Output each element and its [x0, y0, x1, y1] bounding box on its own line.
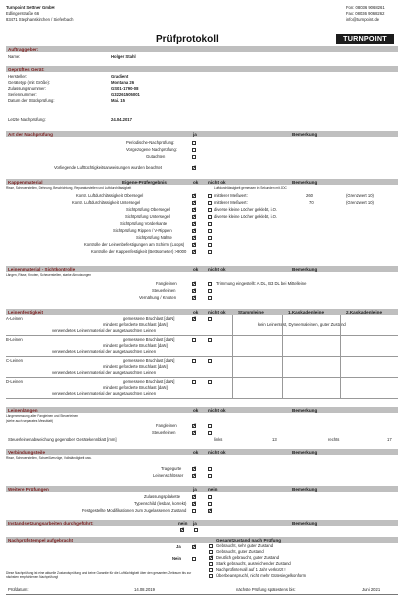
- last-check-date: 24.04.2017: [111, 117, 132, 122]
- strength-row: mindest geforderte Bruchlast [daN]: [103, 343, 168, 348]
- next-check-label: nächste Prüfung spätestens bis:: [236, 587, 296, 592]
- canopy-subtitle: Risse, Scheuerstellen, Dehnung, Beschichtung, Reparaturstellen und Luftdurchlässigkeit: [6, 186, 132, 190]
- overall-item: Stark gebraucht, ausreichender Zustand: [216, 561, 291, 566]
- page-title: Prüfprotokoll: [156, 34, 219, 45]
- turnpoint-logo: TURNPOINT: [336, 34, 394, 44]
- lines-ok-checkbox[interactable]: [192, 282, 196, 286]
- strength-ok-checkbox[interactable]: [192, 338, 196, 342]
- protocol-page: [6, 4, 398, 596]
- strength-note: kein Leinentest, Dyneemaleinen, guter Zustand: [258, 322, 346, 327]
- strength-nok-checkbox[interactable]: [208, 317, 212, 321]
- line-lengths-item: Fangleinen: [156, 423, 177, 428]
- canopy-ok-checkbox[interactable]: [192, 222, 196, 226]
- canopy-ok-checkbox[interactable]: [192, 250, 196, 254]
- section-sticker: Nachprüfstempel aufgebracht Gesamtzustand nach Prüfung: [6, 537, 398, 543]
- overall-checkbox[interactable]: [209, 574, 213, 578]
- strength-row: verwendetes Leinenmaterial der ausgetauschten Leinen: [52, 391, 157, 396]
- strength-row: verwendetes Leinenmaterial der ausgetauschten Leinen: [52, 349, 157, 354]
- lines-nok-checkbox[interactable]: [208, 289, 212, 293]
- device-label: Seriennummer:: [8, 92, 37, 97]
- client-name: Holger Stahl: [111, 54, 136, 59]
- further-no-checkbox[interactable]: [208, 495, 212, 499]
- canopy-value: 260: [306, 193, 313, 198]
- strength-group: D-Leinen: [6, 379, 23, 384]
- canopy-nok-checkbox[interactable]: [208, 201, 212, 205]
- check-date-label: Prüfdatum:: [8, 587, 29, 592]
- strength-nok-checkbox[interactable]: [208, 359, 212, 363]
- strength-nok-checkbox[interactable]: [208, 380, 212, 384]
- client-name-label: Name:: [8, 54, 21, 59]
- section-line-lengths: Leinenlängen ok nicht ok Bemerkung: [6, 407, 398, 413]
- further-no-checkbox[interactable]: [208, 502, 212, 506]
- canopy-test: Sichtprüfung Rippen / V-Rippen: [113, 228, 172, 233]
- next-check-date: Juni 2021: [362, 587, 381, 592]
- order-type-item: Gutachten: [146, 154, 166, 159]
- further-yes-checkbox[interactable]: [192, 495, 196, 499]
- divider: [282, 315, 283, 398]
- canopy-nok-checkbox[interactable]: [208, 215, 212, 219]
- lines-note: Trimmung eingestellt: A DL, B3 DL bei Mittelleine: [216, 281, 307, 286]
- canopy-note-head: Luftdurchlässigkeit gemessen in Sekunden mit JDC: [214, 186, 287, 190]
- overall-checkbox[interactable]: [209, 556, 213, 560]
- canopy-nok-checkbox[interactable]: [208, 229, 212, 233]
- overall-item: Gebraucht, guter Zustand: [216, 549, 264, 554]
- connectors-ok-checkbox[interactable]: [192, 474, 196, 478]
- contact-phone: Fon: 08036 9068261: [346, 5, 385, 10]
- repairs-yes-checkbox[interactable]: [194, 528, 198, 532]
- line-lengths-nok-checkbox[interactable]: [208, 431, 212, 435]
- further-item: Typenschild (lesbar, korrekt): [134, 501, 187, 506]
- section-connectors: Verbindungsteile ok nicht ok Bemerkung: [6, 449, 398, 455]
- canopy-note: mittlerer Meßwert:: [214, 200, 248, 205]
- strength-ok-checkbox[interactable]: [192, 359, 196, 363]
- order-periodic-checkbox[interactable]: [192, 141, 196, 145]
- strength-row: mindest geforderte Bruchlast [daN]: [103, 322, 168, 327]
- device-value: GS01-1790-08: [111, 86, 139, 91]
- divider: [6, 398, 398, 399]
- section-order-type: Art der Nachprüfung ja Bemerkung: [6, 131, 398, 137]
- deviation-left: 13: [272, 437, 277, 442]
- connectors-item: Leinenschlösser: [153, 473, 184, 478]
- contact-email[interactable]: info@turnpoint.de: [346, 17, 380, 22]
- device-value: Montana 26: [111, 80, 135, 85]
- sticker-yes-checkbox[interactable]: [192, 545, 196, 549]
- strength-row: gemessene Bruchlast [daN]: [123, 379, 175, 384]
- connectors-nok-checkbox[interactable]: [208, 467, 212, 471]
- canopy-test: Kontr. Luftdurchlässigkeit Obersegel: [76, 193, 144, 198]
- deviation-right: 17: [387, 437, 392, 442]
- strength-row: mindest geforderte Bruchlast [daN]: [103, 385, 168, 390]
- order-early-checkbox[interactable]: [192, 148, 196, 152]
- section-device: Geprüftes Gerät:: [6, 66, 398, 72]
- canopy-ok-checkbox[interactable]: [192, 236, 196, 240]
- company-name: Turnpoint Settner GmbH: [6, 5, 55, 10]
- lines-ok-checkbox[interactable]: [192, 289, 196, 293]
- last-check-label: Letzte Nachprüfung:: [8, 117, 46, 122]
- device-label: Datum der Stückprüfung:: [8, 98, 55, 103]
- device-value: Gradient: [111, 74, 129, 79]
- check-date: 14.08.2019: [134, 587, 155, 592]
- footer-line: [6, 594, 398, 595]
- canopy-nok-checkbox[interactable]: [208, 222, 212, 226]
- overall-item: Deutlich gebraucht, guter Zustand: [216, 555, 280, 560]
- deviation-left-label: links: [214, 437, 223, 442]
- section-further: Weitere Prüfungen ja nein Bemerkung: [6, 486, 398, 492]
- repairs-no-checkbox[interactable]: [180, 528, 184, 532]
- section-line-strength: Leinenfestigkeit ok nicht ok Stammleine 1.Kaskadenleine 2.Kaskadenleine: [6, 309, 398, 315]
- line-lengths-ok-checkbox[interactable]: [192, 431, 196, 435]
- canopy-ok-checkbox[interactable]: [192, 243, 196, 247]
- sticker-no-checkbox[interactable]: [192, 557, 196, 561]
- order-expert-checkbox[interactable]: [192, 155, 196, 159]
- overall-checkbox[interactable]: [209, 544, 213, 548]
- line-lengths-item: Steuerleinen: [152, 430, 176, 435]
- strength-group: B-Leinen: [6, 337, 23, 342]
- canopy-note: mittlerer Meßwert:: [214, 193, 248, 198]
- canopy-note: diverse kleine Löcher geklebt, i.O.: [214, 207, 278, 212]
- deviation-right-label: rechts: [328, 437, 340, 442]
- canopy-test: Sichtprüfung Vorderkante: [120, 221, 168, 226]
- connectors-nok-checkbox[interactable]: [208, 474, 212, 478]
- company-city: 83471 Stephanskirchen / Sieferbach: [6, 17, 74, 22]
- section-client: Auftraggeber:: [6, 46, 398, 52]
- canopy-test: Kontr. Luftdurchlässigkeit Untersegel: [72, 200, 141, 205]
- overall-item: Nachprüfintervall auf 1 Jahr verkürzt !: [216, 567, 286, 572]
- device-value: G32261505001: [111, 92, 140, 97]
- canopy-ok-checkbox[interactable]: [192, 229, 196, 233]
- lines-ok-checkbox[interactable]: [192, 296, 196, 300]
- canopy-nok-checkbox[interactable]: [208, 194, 212, 198]
- canopy-note: diverse kleine Löcher geklebt, i.O.: [214, 214, 278, 219]
- disclaimer: Diese Nachprüfung ist eine aktuelle Zustandsprüfung und keine Garantie für die Lufttüchtigkeit über den gesamten Zeitraum bis zur nächsten empfohlenen Nachprüfung!: [6, 571, 192, 579]
- line-lengths-ok-checkbox[interactable]: [192, 424, 196, 428]
- canopy-nok-checkbox[interactable]: [208, 243, 212, 247]
- strength-row: mindest geforderte Bruchlast [daN]: [103, 364, 168, 369]
- canopy-nok-checkbox[interactable]: [208, 250, 212, 254]
- lines-nok-checkbox[interactable]: [208, 296, 212, 300]
- order-type-item: Periodische-Nachprüfung:: [126, 140, 175, 145]
- lines-nok-checkbox[interactable]: [208, 282, 212, 286]
- overall-checkbox[interactable]: [209, 550, 213, 554]
- canopy-test: Kontrolle der Kappenfestigkeit (Bettsometer) >9000: [91, 249, 187, 254]
- canopy-nok-checkbox[interactable]: [208, 208, 212, 212]
- divider: [340, 315, 341, 398]
- connectors-ok-checkbox[interactable]: [192, 467, 196, 471]
- overall-item: Überbeanspruchl, nicht mehr Gütesiegelkonform: [216, 573, 307, 578]
- connectors-item: Tragegurte: [161, 466, 182, 471]
- further-item: Festgestellte Modifikationen zum zugelassenen Zustand: [82, 508, 187, 513]
- device-value: Mai. 15: [111, 98, 125, 103]
- section-canopy: Kappenmaterial Eigene-Prüfergebnis ok nicht ok Bemerkung: [6, 179, 398, 185]
- canopy-test: Sichtprüfung Nähte: [136, 235, 172, 240]
- device-label: Hersteller:: [8, 74, 28, 79]
- lines-item: Vernähung / Knoten: [139, 295, 177, 300]
- strength-row: verwendetes Leinenmaterial der ausgetauschten Leinen: [52, 328, 157, 333]
- connectors-sub: Risse, Scheuerstellen, Schweißverzüge, Vollständigkeit usw.: [6, 456, 92, 460]
- line-lengths-sub: (siehe auch separates Messblatt): [6, 419, 53, 423]
- canopy-test: Kontrolle der Leinenbefestigungen am Schirm (Loops): [84, 242, 185, 247]
- section-lines: Leinenmaterial - Sichtkontrolle ok nicht ok Bemerkung: [6, 266, 398, 272]
- further-item: Zulassungsplakette: [144, 494, 181, 499]
- company-street: Edlingerstraße 66: [6, 11, 40, 16]
- device-label: Gerätetyp (mit Größe):: [8, 80, 51, 85]
- overall-item: Gebraucht, sehr guter Zustand: [216, 543, 274, 548]
- further-yes-checkbox[interactable]: [192, 509, 196, 513]
- canopy-value: 70: [309, 200, 314, 205]
- canopy-nok-checkbox[interactable]: [208, 236, 212, 240]
- strength-row: verwendetes Leinenmaterial der ausgetauschten Leinen: [52, 370, 157, 375]
- section-repairs: Instandsetzungsarbeiten durchgeführt: nein ja Bemerkung: [6, 520, 398, 526]
- lines-item: Fangleinen: [156, 281, 177, 286]
- canopy-limit: (Grenzwert 10): [346, 200, 374, 205]
- lines-item: Steuerleinen: [152, 288, 176, 293]
- lines-subtitle: Längen, Risse, Knoten, Scheuerstellen, starke Abnutzungen: [6, 273, 92, 277]
- line-lengths-sub: Längenmessung aller Fangleinen und Steuerleinen: [6, 414, 79, 418]
- strength-row: gemessene Bruchlast [daN]: [123, 316, 175, 321]
- divider: [232, 315, 233, 398]
- canopy-ok-checkbox[interactable]: [192, 194, 196, 198]
- strength-ok-checkbox[interactable]: [192, 317, 196, 321]
- overall-checkbox[interactable]: [209, 568, 213, 572]
- sticker-no-label: Nein: [172, 556, 182, 561]
- order-type-item: Vorgezogene Nachprüfung:: [126, 147, 177, 152]
- strength-group: A-Leinen: [6, 316, 23, 321]
- strength-group: C-Leinen: [6, 358, 23, 363]
- sticker-yes-label: Ja: [176, 544, 181, 549]
- canopy-ok-checkbox[interactable]: [192, 201, 196, 205]
- strength-ok-checkbox[interactable]: [192, 380, 196, 384]
- line-lengths-nok-checkbox[interactable]: [208, 424, 212, 428]
- canopy-limit: (Grenzwert 10): [346, 193, 374, 198]
- canopy-ok-checkbox[interactable]: [192, 208, 196, 212]
- further-no-checkbox[interactable]: [208, 509, 212, 513]
- overall-checkbox[interactable]: [209, 562, 213, 566]
- canopy-test: Sichtprüfung Untersegel: [125, 214, 170, 219]
- strength-row: gemessene Bruchlast [daN]: [123, 337, 175, 342]
- contact-fax: Fax: 08036 9068262: [346, 11, 385, 16]
- lta-label: Vorliegende Lufttüchtigkeitsanweisungen wurden beachtet: [54, 165, 163, 170]
- lta-checkbox[interactable]: [192, 166, 196, 170]
- canopy-ok-checkbox[interactable]: [192, 215, 196, 219]
- strength-row: gemessene Bruchlast [daN]: [123, 358, 175, 363]
- device-label: Zulassungsnummer:: [8, 86, 46, 91]
- further-yes-checkbox[interactable]: [192, 502, 196, 506]
- deviation-label: Steuerleinenabweichung gegenüber Gerätekennblatt [mm]: [8, 437, 117, 442]
- canopy-test: Sichtprüfung Obersegel: [126, 207, 170, 212]
- strength-nok-checkbox[interactable]: [208, 338, 212, 342]
